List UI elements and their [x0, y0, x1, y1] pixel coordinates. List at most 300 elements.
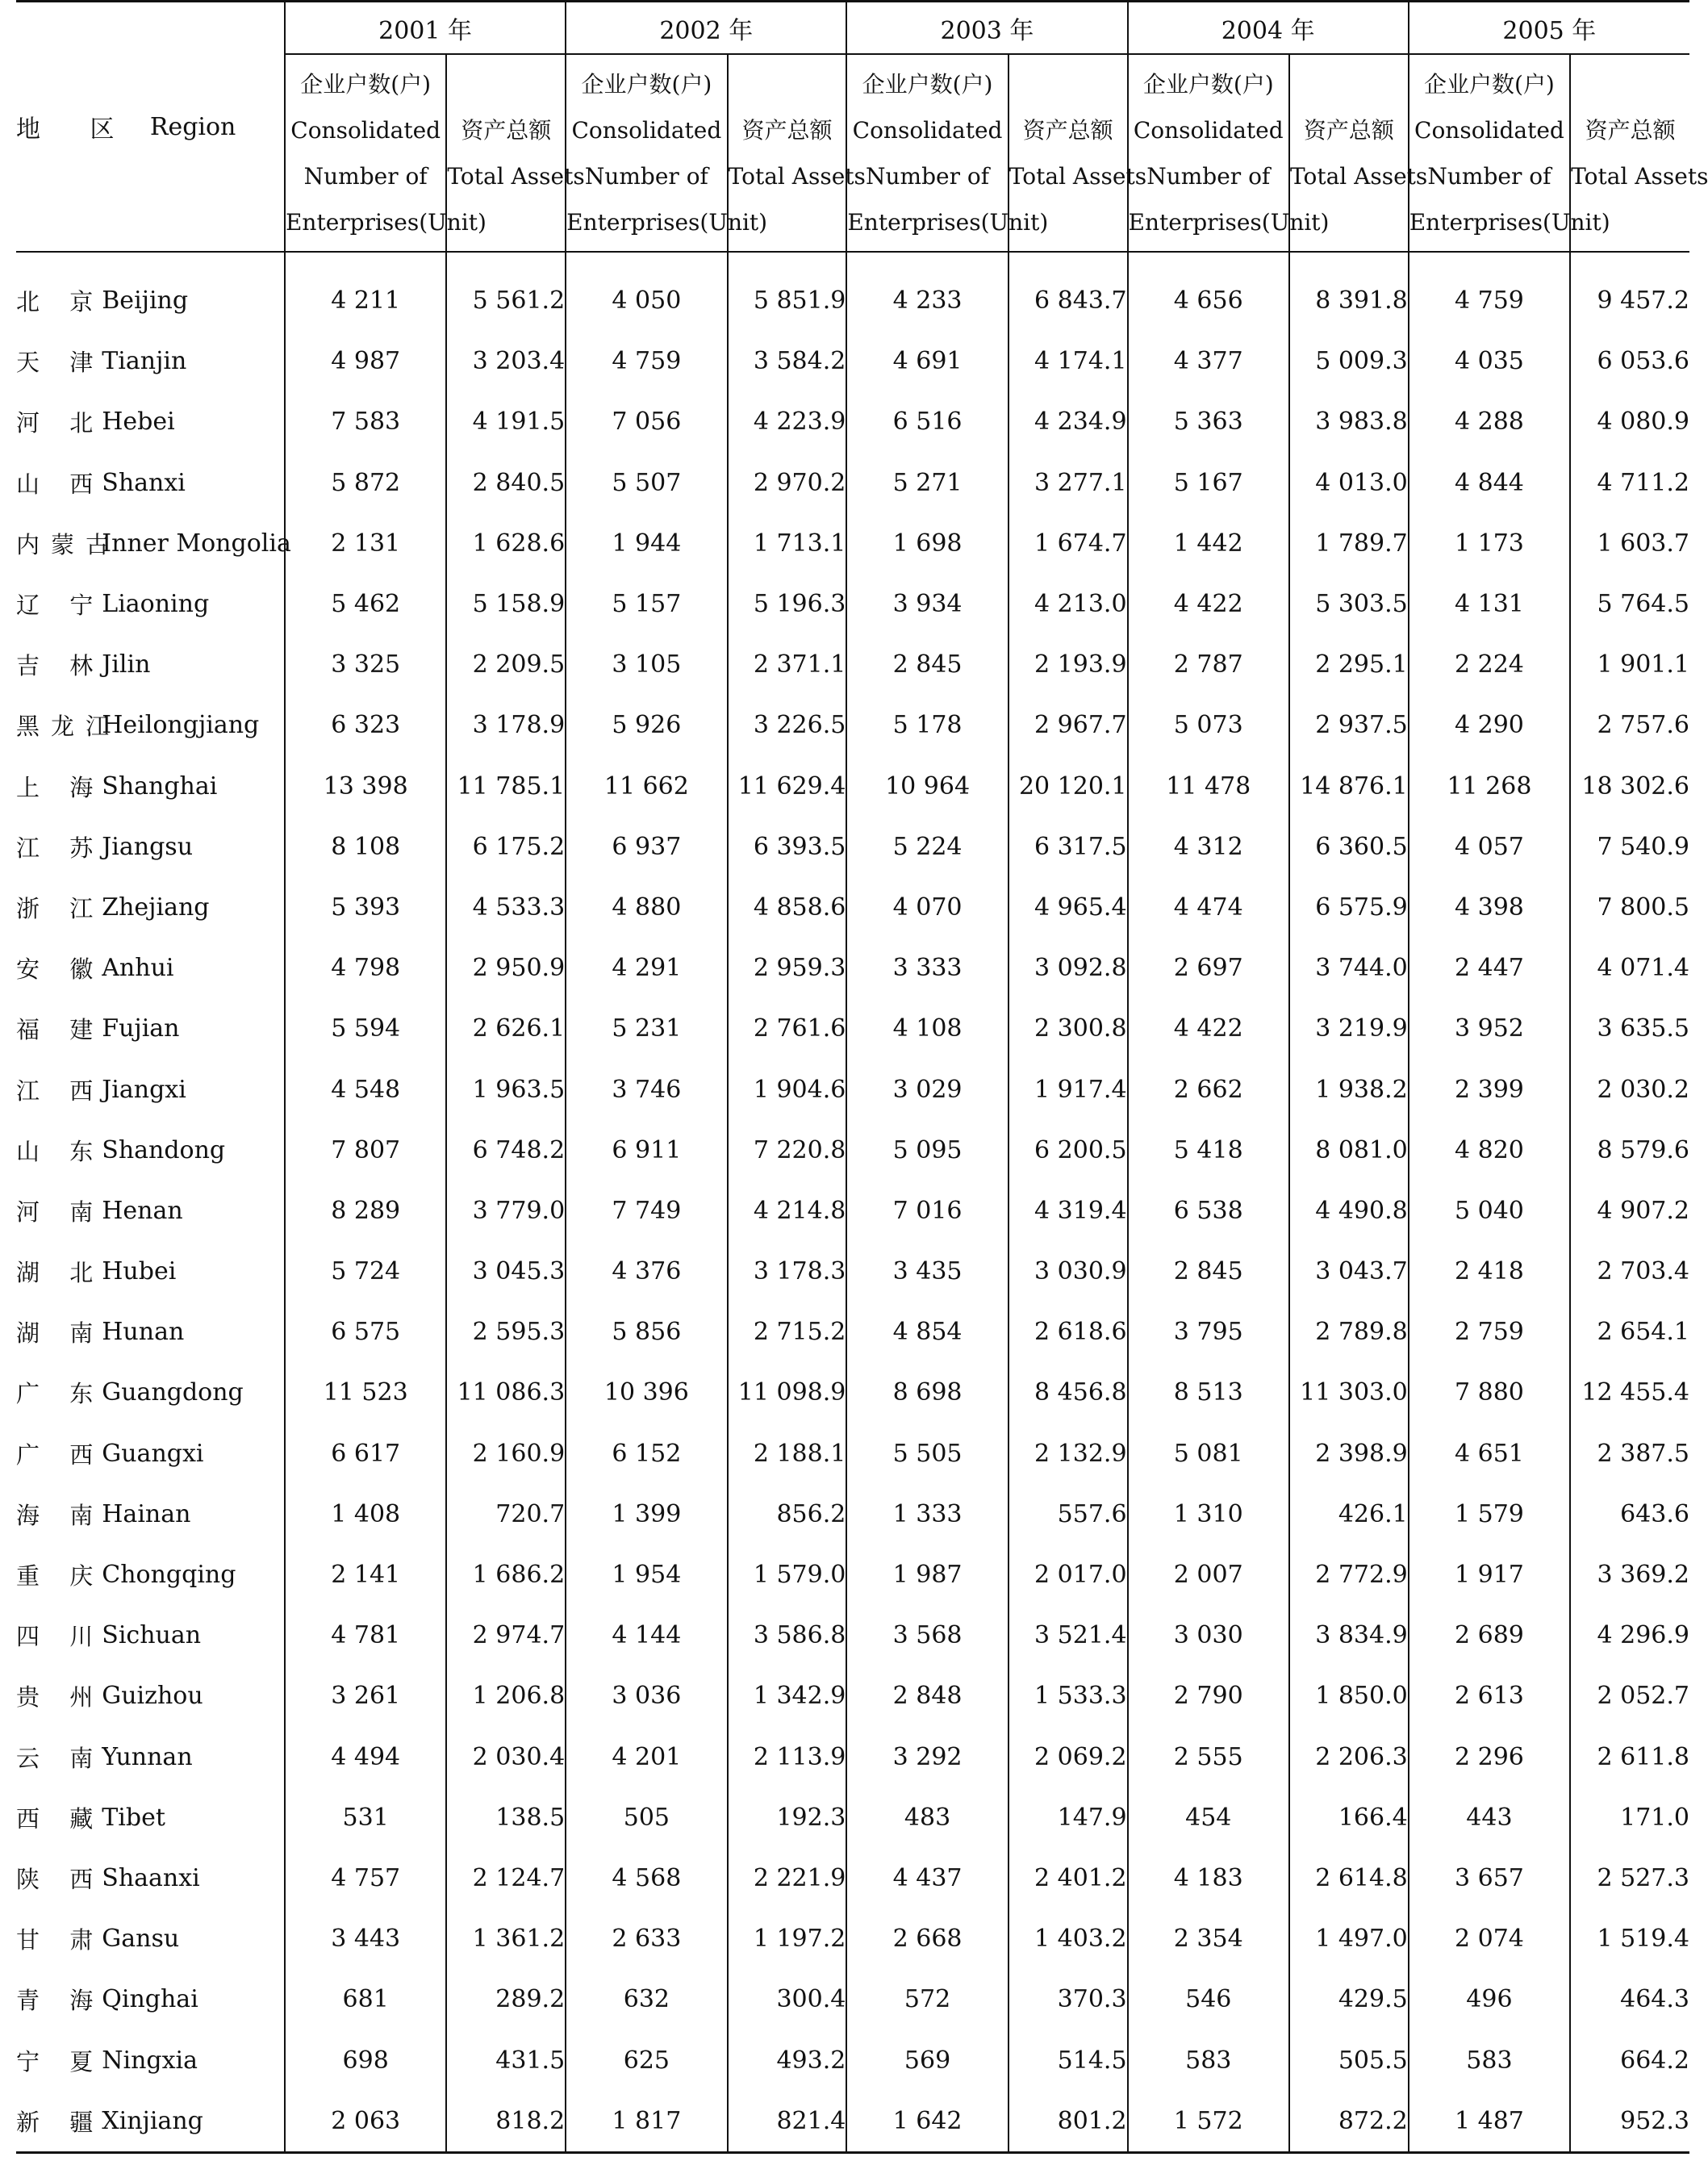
header-enterprises-line: Number of: [1146, 162, 1271, 190]
cell-enterprises-2005: 583: [1409, 2030, 1570, 2090]
cell-total-assets-2001: 2 974.7: [446, 1605, 566, 1666]
region-name-zh: 上 海: [16, 773, 105, 801]
cell-total-assets-2002: 2 959.3: [728, 938, 847, 998]
cell-total-assets-2002: 1 342.9: [728, 1666, 847, 1726]
cell-total-assets-2004: 166.4: [1289, 1787, 1409, 1848]
cell-enterprises-2005: 5 040: [1409, 1181, 1570, 1241]
cell-enterprises-2003: 5 178: [846, 695, 1008, 755]
region-name-en: Jilin: [102, 650, 151, 679]
table-row: [16, 1545, 1689, 1605]
cell-enterprises-2001: 3 261: [285, 1666, 446, 1726]
cell-enterprises-2001: 4 781: [285, 1605, 446, 1666]
cell-total-assets-2004: 2 206.3: [1289, 1727, 1409, 1787]
cell-enterprises-2003: 3 934: [846, 574, 1008, 634]
region-header-zh: 地 区: [16, 2, 102, 253]
cell-enterprises-2004: 2 007: [1128, 1545, 1289, 1605]
cell-enterprises-2001: 5 724: [285, 1241, 446, 1302]
cell-enterprises-2005: 4 398: [1409, 877, 1570, 938]
region-name-zh: 江 西: [16, 1076, 105, 1105]
header-enterprises-2005: [1409, 54, 1610, 252]
cell-enterprises-2001: 531: [285, 1787, 446, 1848]
cell-total-assets-2004: 429.5: [1289, 1969, 1409, 2030]
cell-total-assets-2002: 5 851.9: [728, 252, 847, 331]
cell-enterprises-2004: 5 081: [1128, 1423, 1289, 1484]
cell-enterprises-2005: 4 057: [1409, 817, 1570, 877]
cell-total-assets-2001: 4 533.3: [446, 877, 566, 938]
cell-enterprises-2004: 2 555: [1128, 1727, 1289, 1787]
cell-total-assets-2003: 4 213.0: [1009, 574, 1128, 634]
region-name-zh: 宁 夏: [16, 2047, 105, 2075]
cell-enterprises-2005: 2 447: [1409, 938, 1570, 998]
cell-enterprises-2005: 2 418: [1409, 1241, 1570, 1302]
region-name-en: Jiangxi: [102, 1075, 186, 1104]
table-row: [16, 1727, 1689, 1787]
cell-total-assets-2001: 818.2: [446, 2091, 566, 2153]
cell-total-assets-2002: 300.4: [728, 1969, 847, 2030]
cell-total-assets-2003: 147.9: [1009, 1787, 1128, 1848]
cell-total-assets-2005: 7 540.9: [1570, 817, 1689, 877]
cell-enterprises-2004: 4 422: [1128, 574, 1289, 634]
cell-enterprises-2005: 496: [1409, 1969, 1570, 2030]
header-enterprises-line: Consolidated: [1133, 116, 1284, 144]
cell-total-assets-2001: 3 045.3: [446, 1241, 566, 1302]
header-enterprises-line: Consolidated: [571, 116, 722, 144]
cell-enterprises-2004: 3 030: [1128, 1605, 1289, 1666]
cell-total-assets-2003: 1 403.2: [1009, 1908, 1128, 1969]
cell-enterprises-2001: 13 398: [285, 756, 446, 817]
cell-enterprises-2002: 4 291: [566, 938, 727, 998]
header-enterprises-2004: [1128, 54, 1330, 252]
cell-total-assets-2001: 6 748.2: [446, 1120, 566, 1181]
cell-total-assets-2003: 1 533.3: [1009, 1666, 1128, 1726]
cell-total-assets-2002: 821.4: [728, 2091, 847, 2153]
header-enterprises-line: Enterprises(Unit): [1409, 208, 1610, 236]
cell-enterprises-2002: 5 507: [566, 453, 727, 513]
cell-enterprises-2001: 1 408: [285, 1484, 446, 1545]
cell-enterprises-2005: 4 651: [1409, 1423, 1570, 1484]
cell-enterprises-2005: 4 844: [1409, 453, 1570, 513]
cell-total-assets-2004: 3 834.9: [1289, 1605, 1409, 1666]
cell-total-assets-2005: 4 296.9: [1570, 1605, 1689, 1666]
region-name-zh: 甘 肃: [16, 1926, 105, 1954]
cell-enterprises-2002: 1 954: [566, 1545, 727, 1605]
region-name-zh: 贵 州: [16, 1683, 105, 1712]
cell-enterprises-2003: 4 233: [846, 252, 1008, 331]
cell-enterprises-2004: 5 363: [1128, 391, 1289, 452]
region-name-en: Hubei: [102, 1257, 177, 1286]
header-total-assets-line: 资产总额: [1303, 116, 1394, 144]
cell-enterprises-2005: 4 288: [1409, 391, 1570, 452]
table-row: [16, 2030, 1689, 2090]
cell-total-assets-2004: 3 744.0: [1289, 938, 1409, 998]
cell-enterprises-2003: 1 698: [846, 513, 1008, 574]
cell-total-assets-2005: 2 654.1: [1570, 1302, 1689, 1362]
cell-total-assets-2005: 18 302.6: [1570, 756, 1689, 817]
enterprise-assets-table: [16, 0, 1708, 2154]
header-total-assets-line: 资产总额: [1022, 116, 1113, 144]
cell-enterprises-2005: 443: [1409, 1787, 1570, 1848]
cell-total-assets-2004: 1 789.7: [1289, 513, 1409, 574]
cell-total-assets-2004: 6 575.9: [1289, 877, 1409, 938]
cell-total-assets-2001: 2 626.1: [446, 998, 566, 1059]
region-name-en: Tibet: [102, 1803, 165, 1832]
cell-total-assets-2004: 11 303.0: [1289, 1362, 1409, 1423]
region-name-en: Shaanxi: [102, 1863, 200, 1892]
cell-enterprises-2002: 6 911: [566, 1120, 727, 1181]
cell-total-assets-2002: 2 113.9: [728, 1727, 847, 1787]
cell-enterprises-2002: 2 633: [566, 1908, 727, 1969]
region-name-zh: 新 疆: [16, 2091, 102, 2153]
cell-enterprises-2003: 4 691: [846, 331, 1008, 391]
cell-total-assets-2003: 4 965.4: [1009, 877, 1128, 938]
cell-total-assets-2004: 3 219.9: [1289, 998, 1409, 1059]
cell-total-assets-2002: 3 586.8: [728, 1605, 847, 1666]
cell-total-assets-2001: 3 779.0: [446, 1181, 566, 1241]
table-row: [16, 877, 1689, 938]
cell-enterprises-2005: 4 759: [1409, 252, 1570, 331]
year-header-2003: 2003 年: [846, 2, 1127, 55]
cell-enterprises-2004: 4 377: [1128, 331, 1289, 391]
region-name-en: Inner Mongolia: [102, 529, 291, 558]
cell-enterprises-2003: 1 987: [846, 1545, 1008, 1605]
cell-enterprises-2001: 4 798: [285, 938, 446, 998]
region-name-en: Zhejiang: [102, 892, 210, 922]
table-header: [16, 2, 1708, 253]
cell-total-assets-2001: 2 124.7: [446, 1848, 566, 1908]
table-row: [16, 817, 1689, 877]
cell-enterprises-2004: 583: [1128, 2030, 1289, 2090]
header-enterprises-line: Consolidated: [1414, 116, 1564, 144]
table-row: [16, 998, 1689, 1059]
region-name-en: Fujian: [102, 1014, 180, 1043]
header-enterprises-line: Consolidated: [852, 116, 1003, 144]
cell-total-assets-2002: 6 393.5: [728, 817, 847, 877]
cell-enterprises-2002: 4 568: [566, 1848, 727, 1908]
cell-enterprises-2005: 2 224: [1409, 634, 1570, 695]
cell-total-assets-2004: 4 013.0: [1289, 453, 1409, 513]
cell-enterprises-2003: 4 070: [846, 877, 1008, 938]
cell-enterprises-2004: 5 073: [1128, 695, 1289, 755]
cell-enterprises-2005: 2 613: [1409, 1666, 1570, 1726]
region-name-zh: 黑龙江: [16, 713, 121, 741]
cell-enterprises-2004: 2 845: [1128, 1241, 1289, 1302]
cell-total-assets-2001: 2 030.4: [446, 1727, 566, 1787]
cell-total-assets-2005: 8 579.6: [1570, 1120, 1689, 1181]
cell-enterprises-2002: 3 105: [566, 634, 727, 695]
cell-enterprises-2001: 4 494: [285, 1727, 446, 1787]
table-row: [16, 756, 1689, 817]
header-total-assets-line: 资产总额: [461, 116, 552, 144]
cell-total-assets-2002: 11 098.9: [728, 1362, 847, 1423]
cell-total-assets-2002: 1 197.2: [728, 1908, 847, 1969]
region-name-zh: 四 川: [16, 1623, 105, 1651]
cell-total-assets-2003: 6 317.5: [1009, 817, 1128, 877]
cell-total-assets-2005: 1 901.1: [1570, 634, 1689, 695]
cell-total-assets-2003: 3 030.9: [1009, 1241, 1128, 1302]
cell-total-assets-2002: 1 579.0: [728, 1545, 847, 1605]
cell-enterprises-2003: 5 224: [846, 817, 1008, 877]
table-row: [16, 1969, 1689, 2030]
cell-enterprises-2004: 5 167: [1128, 453, 1289, 513]
cell-total-assets-2002: 2 371.1: [728, 634, 847, 695]
cell-enterprises-2005: 4 820: [1409, 1120, 1570, 1181]
table-row: [16, 1362, 1689, 1423]
cell-total-assets-2002: 11 629.4: [728, 756, 847, 817]
region-name-en: Shanghai: [102, 771, 218, 801]
region-name-zh: 吉 林: [16, 652, 105, 680]
cell-total-assets-2004: 3 043.7: [1289, 1241, 1409, 1302]
cell-total-assets-2004: 8 081.0: [1289, 1120, 1409, 1181]
region-name-zh: 河 南: [16, 1198, 105, 1226]
cell-total-assets-2005: 643.6: [1570, 1484, 1689, 1545]
cell-total-assets-2001: 720.7: [446, 1484, 566, 1545]
header-enterprises-line: Enterprises(Unit): [847, 208, 1049, 236]
cell-total-assets-2001: 1 963.5: [446, 1059, 566, 1119]
region-name-zh: 陕 西: [16, 1865, 105, 1893]
region-name-en: Guangdong: [102, 1378, 244, 1407]
header-total-assets-line: Total Assets: [1571, 162, 1708, 190]
header-total-assets-line: 资产总额: [741, 116, 833, 144]
cell-total-assets-2001: 431.5: [446, 2030, 566, 2090]
cell-total-assets-2004: 6 360.5: [1289, 817, 1409, 877]
region-name-en: Anhui: [102, 954, 174, 983]
cell-total-assets-2004: 2 295.1: [1289, 634, 1409, 695]
cell-enterprises-2003: 3 435: [846, 1241, 1008, 1302]
cell-enterprises-2002: 11 662: [566, 756, 727, 817]
cell-enterprises-2001: 5 872: [285, 453, 446, 513]
header-total-assets-line: Total Assets: [1009, 162, 1147, 190]
cell-total-assets-2003: 801.2: [1009, 2091, 1128, 2153]
cell-enterprises-2005: 1 173: [1409, 513, 1570, 574]
cell-enterprises-2002: 632: [566, 1969, 727, 2030]
cell-total-assets-2003: 514.5: [1009, 2030, 1128, 2090]
region-name-en: Ningxia: [102, 2046, 198, 2075]
table-row: [16, 634, 1689, 695]
cell-enterprises-2003: 5 095: [846, 1120, 1008, 1181]
header-enterprises-2003: [846, 54, 1049, 252]
cell-total-assets-2003: 370.3: [1009, 1969, 1128, 2030]
cell-total-assets-2004: 2 772.9: [1289, 1545, 1409, 1605]
cell-total-assets-2005: 171.0: [1570, 1787, 1689, 1848]
cell-enterprises-2002: 4 050: [566, 252, 727, 331]
cell-enterprises-2003: 572: [846, 1969, 1008, 2030]
cell-total-assets-2004: 5 009.3: [1289, 331, 1409, 391]
cell-enterprises-2001: 4 211: [285, 252, 446, 331]
year-header-2005: 2005 年: [1409, 2, 1689, 55]
table-row: [16, 1484, 1689, 1545]
cell-enterprises-2002: 4 376: [566, 1241, 727, 1302]
cell-total-assets-2004: 2 398.9: [1289, 1423, 1409, 1484]
cell-enterprises-2004: 6 538: [1128, 1181, 1289, 1241]
cell-total-assets-2002: 1 713.1: [728, 513, 847, 574]
year-header-row: [16, 2, 1689, 55]
table-body: [16, 252, 1689, 2152]
cell-enterprises-2002: 5 231: [566, 998, 727, 1059]
cell-enterprises-2005: 7 880: [1409, 1362, 1570, 1423]
cell-total-assets-2003: 3 521.4: [1009, 1605, 1128, 1666]
table-row: [16, 331, 1689, 391]
cell-enterprises-2002: 5 856: [566, 1302, 727, 1362]
cell-total-assets-2005: 2 527.3: [1570, 1848, 1689, 1908]
cell-enterprises-2003: 4 854: [846, 1302, 1008, 1362]
cell-total-assets-2003: 2 618.6: [1009, 1302, 1128, 1362]
cell-total-assets-2001: 1 686.2: [446, 1545, 566, 1605]
region-name-zh: 福 建: [16, 1016, 105, 1044]
cell-enterprises-2003: 1 333: [846, 1484, 1008, 1545]
cell-enterprises-2001: 2 063: [285, 2091, 446, 2153]
cell-total-assets-2003: 2 132.9: [1009, 1423, 1128, 1484]
header-enterprises-line: Number of: [866, 162, 990, 190]
cell-total-assets-2005: 464.3: [1570, 1969, 1689, 2030]
cell-total-assets-2002: 2 970.2: [728, 453, 847, 513]
table-row: [16, 453, 1689, 513]
region-name-zh: 云 南: [16, 1744, 105, 1772]
cell-enterprises-2004: 4 474: [1128, 877, 1289, 938]
cell-total-assets-2001: 2 595.3: [446, 1302, 566, 1362]
header-enterprises-2001: [285, 54, 487, 252]
region-name-zh: 山 西: [16, 470, 105, 498]
region-name-en: Tianjin: [102, 347, 187, 376]
cell-enterprises-2002: 1 944: [566, 513, 727, 574]
statistics-table-page: [16, 0, 1708, 2154]
cell-total-assets-2005: 3 369.2: [1570, 1545, 1689, 1605]
cell-enterprises-2001: 5 462: [285, 574, 446, 634]
cell-enterprises-2004: 8 513: [1128, 1362, 1289, 1423]
region-name-en: Hunan: [102, 1318, 185, 1347]
table-row: [16, 1059, 1689, 1119]
cell-enterprises-2003: 483: [846, 1787, 1008, 1848]
cell-enterprises-2002: 5 157: [566, 574, 727, 634]
cell-total-assets-2003: 1 674.7: [1009, 513, 1128, 574]
cell-enterprises-2005: 4 035: [1409, 331, 1570, 391]
cell-enterprises-2001: 7 807: [285, 1120, 446, 1181]
cell-total-assets-2004: 5 303.5: [1289, 574, 1409, 634]
cell-total-assets-2001: 1 361.2: [446, 1908, 566, 1969]
table-row: [16, 1787, 1689, 1848]
year-header-2004: 2004 年: [1128, 2, 1409, 55]
cell-enterprises-2003: 2 668: [846, 1908, 1008, 1969]
cell-total-assets-2003: 6 200.5: [1009, 1120, 1128, 1181]
cell-total-assets-2001: 4 191.5: [446, 391, 566, 452]
cell-total-assets-2001: 5 561.2: [446, 252, 566, 331]
cell-total-assets-2004: 1 497.0: [1289, 1908, 1409, 1969]
cell-enterprises-2005: 2 399: [1409, 1059, 1570, 1119]
cell-total-assets-2002: 3 584.2: [728, 331, 847, 391]
cell-enterprises-2001: 681: [285, 1969, 446, 2030]
cell-enterprises-2002: 4 759: [566, 331, 727, 391]
cell-enterprises-2003: 6 516: [846, 391, 1008, 452]
cell-enterprises-2004: 4 183: [1128, 1848, 1289, 1908]
cell-enterprises-2001: 698: [285, 2030, 446, 2090]
year-header-2001: 2001 年: [285, 2, 566, 55]
cell-enterprises-2001: 8 108: [285, 817, 446, 877]
header-enterprises-line: Enterprises(Unit): [566, 208, 768, 236]
cell-total-assets-2004: 1 850.0: [1289, 1666, 1409, 1726]
cell-enterprises-2002: 7 056: [566, 391, 727, 452]
cell-enterprises-2001: 6 617: [285, 1423, 446, 1484]
cell-total-assets-2001: 3 178.9: [446, 695, 566, 755]
table-row: [16, 938, 1689, 998]
cell-total-assets-2001: 289.2: [446, 1969, 566, 2030]
cell-total-assets-2002: 493.2: [728, 2030, 847, 2090]
region-name-zh: 河 北: [16, 409, 105, 437]
cell-total-assets-2005: 9 457.2: [1570, 252, 1689, 331]
region-name-en: Shanxi: [102, 468, 186, 497]
table-row: [16, 1241, 1689, 1302]
cell-total-assets-2002: 7 220.8: [728, 1120, 847, 1181]
cell-total-assets-2003: 2 193.9: [1009, 634, 1128, 695]
cell-enterprises-2004: 4 312: [1128, 817, 1289, 877]
cell-enterprises-2002: 4 144: [566, 1605, 727, 1666]
cell-enterprises-2005: 2 689: [1409, 1605, 1570, 1666]
cell-total-assets-2003: 2 401.2: [1009, 1848, 1128, 1908]
cell-total-assets-2002: 4 858.6: [728, 877, 847, 938]
region-name-en: Hebei: [102, 408, 175, 437]
header-enterprises-line: 企业户数(户): [1142, 70, 1274, 98]
cell-enterprises-2004: 4 422: [1128, 998, 1289, 1059]
region-name-zh: 浙 江: [16, 894, 105, 922]
cell-enterprises-2005: 3 657: [1409, 1848, 1570, 1908]
region-name-zh: 重 庆: [16, 1562, 105, 1591]
header-enterprises-line: Number of: [584, 162, 708, 190]
cell-enterprises-2001: 2 141: [285, 1545, 446, 1605]
region-name-zh: 安 徽: [16, 955, 105, 984]
cell-enterprises-2005: 2 074: [1409, 1908, 1570, 1969]
cell-total-assets-2001: 2 209.5: [446, 634, 566, 695]
cell-enterprises-2003: 2 848: [846, 1666, 1008, 1726]
cell-enterprises-2003: 3 333: [846, 938, 1008, 998]
region-name-en: Qinghai: [102, 1985, 198, 2014]
region-name-zh: 湖 南: [16, 1319, 105, 1348]
region-name-en: Heilongjiang: [102, 711, 260, 740]
cell-enterprises-2003: 10 964: [846, 756, 1008, 817]
cell-enterprises-2005: 11 268: [1409, 756, 1570, 817]
region-name-en: Jiangsu: [102, 832, 194, 861]
cell-total-assets-2003: 2 967.7: [1009, 695, 1128, 755]
cell-total-assets-2004: 4 490.8: [1289, 1181, 1409, 1241]
header-total-assets-line: 资产总额: [1585, 116, 1676, 144]
table-row: [16, 2091, 1689, 2153]
cell-total-assets-2004: 505.5: [1289, 2030, 1409, 2090]
header-enterprises-line: Enterprises(Unit): [285, 208, 487, 236]
region-name-zh: 青 海: [16, 1987, 105, 2015]
cell-total-assets-2001: 11 785.1: [446, 756, 566, 817]
region-name-en: Gansu: [102, 1925, 180, 1954]
cell-total-assets-2001: 2 160.9: [446, 1423, 566, 1484]
cell-enterprises-2002: 4 201: [566, 1727, 727, 1787]
cell-total-assets-2001: 5 158.9: [446, 574, 566, 634]
cell-total-assets-2004: 426.1: [1289, 1484, 1409, 1545]
cell-total-assets-2002: 3 226.5: [728, 695, 847, 755]
cell-total-assets-2004: 3 983.8: [1289, 391, 1409, 452]
cell-total-assets-2003: 2 017.0: [1009, 1545, 1128, 1605]
region-name-en: Henan: [102, 1196, 183, 1225]
cell-total-assets-2002: 3 178.3: [728, 1241, 847, 1302]
cell-enterprises-2002: 4 880: [566, 877, 727, 938]
cell-enterprises-2003: 2 845: [846, 634, 1008, 695]
cell-total-assets-2004: 1 938.2: [1289, 1059, 1409, 1119]
cell-total-assets-2005: 12 455.4: [1570, 1362, 1689, 1423]
header-enterprises-line: 企业户数(户): [862, 70, 993, 98]
cell-total-assets-2005: 2 387.5: [1570, 1423, 1689, 1484]
cell-enterprises-2002: 5 926: [566, 695, 727, 755]
cell-total-assets-2005: 664.2: [1570, 2030, 1689, 2090]
table-row: [16, 1666, 1689, 1726]
cell-enterprises-2004: 1 572: [1128, 2091, 1289, 2153]
cell-total-assets-2002: 2 221.9: [728, 1848, 847, 1908]
cell-enterprises-2004: 5 418: [1128, 1120, 1289, 1181]
table-row: [16, 1181, 1689, 1241]
